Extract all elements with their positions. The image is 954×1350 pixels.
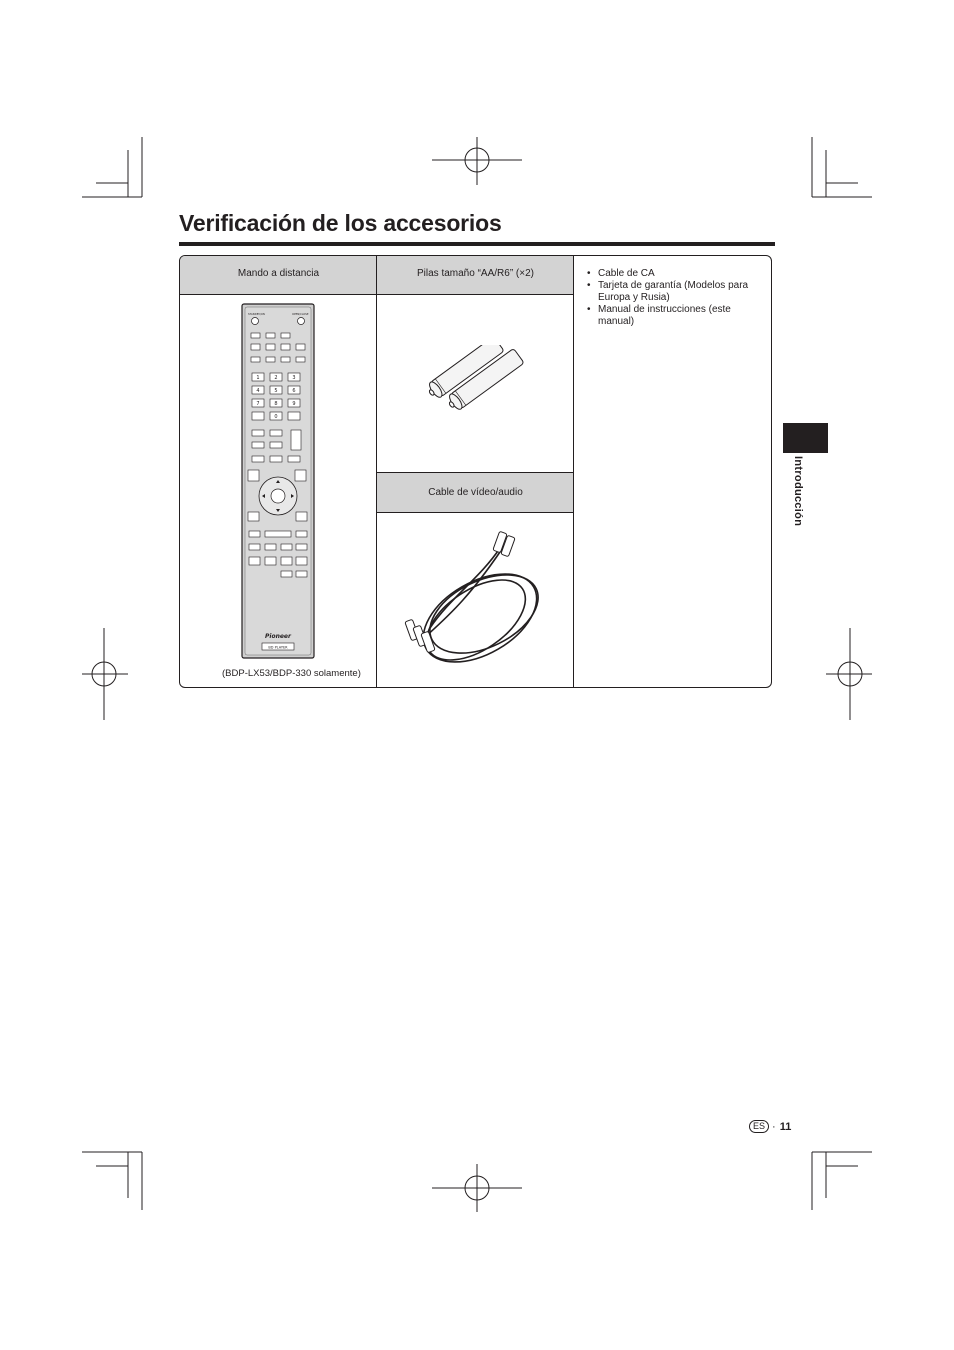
- list-item: • Cable de CA: [585, 268, 765, 280]
- svg-text:7: 7: [256, 401, 260, 407]
- svg-text:3: 3: [292, 375, 296, 381]
- svg-text:8: 8: [274, 401, 278, 407]
- section-tab-label: Introducción: [792, 456, 804, 527]
- section-tab-marker: [783, 423, 828, 453]
- svg-text:4: 4: [256, 388, 260, 394]
- svg-text:0: 0: [274, 414, 278, 420]
- svg-text:OPEN/CLOSE: OPEN/CLOSE: [292, 313, 309, 316]
- svg-text:STANDBY/ON: STANDBY/ON: [248, 313, 265, 316]
- batteries-illustration: [418, 345, 524, 415]
- other-accessories-list: [585, 268, 765, 328]
- row-divider: [377, 512, 574, 513]
- svg-text:1: 1: [256, 375, 260, 381]
- title-rule: [179, 242, 775, 246]
- page-number: 11: [779, 1120, 792, 1133]
- remote-model-label: BD PLAYER: [268, 645, 288, 650]
- remote-header: Mando a distancia: [180, 256, 377, 295]
- remote-caption: (BDP-LX53/BDP-330 solamente): [222, 668, 361, 679]
- header-divider: [180, 294, 574, 295]
- footer-separator: ·: [772, 1120, 776, 1133]
- svg-text:2: 2: [274, 375, 278, 381]
- language-badge: ES: [749, 1120, 769, 1133]
- cable-header: Cable de vídeo/audio: [377, 473, 574, 513]
- svg-text:9: 9: [292, 401, 296, 407]
- remote-control-illustration: [238, 300, 318, 662]
- page-footer: [749, 1120, 791, 1133]
- remote-brand-logo: Pioneer: [265, 633, 291, 640]
- batteries-header: Pilas tamaño “AA/R6” (×2): [377, 256, 574, 295]
- row-divider: [377, 472, 574, 473]
- list-item: • Tarjeta de garantía (Modelos para Europa y Rusia): [585, 280, 765, 304]
- av-cable-illustration: [400, 528, 548, 668]
- svg-text:5: 5: [274, 388, 278, 394]
- page-title: Verificación de los accesorios: [179, 210, 502, 236]
- svg-text:6: 6: [292, 388, 296, 394]
- list-item: • Manual de instrucciones (este manual): [585, 304, 765, 328]
